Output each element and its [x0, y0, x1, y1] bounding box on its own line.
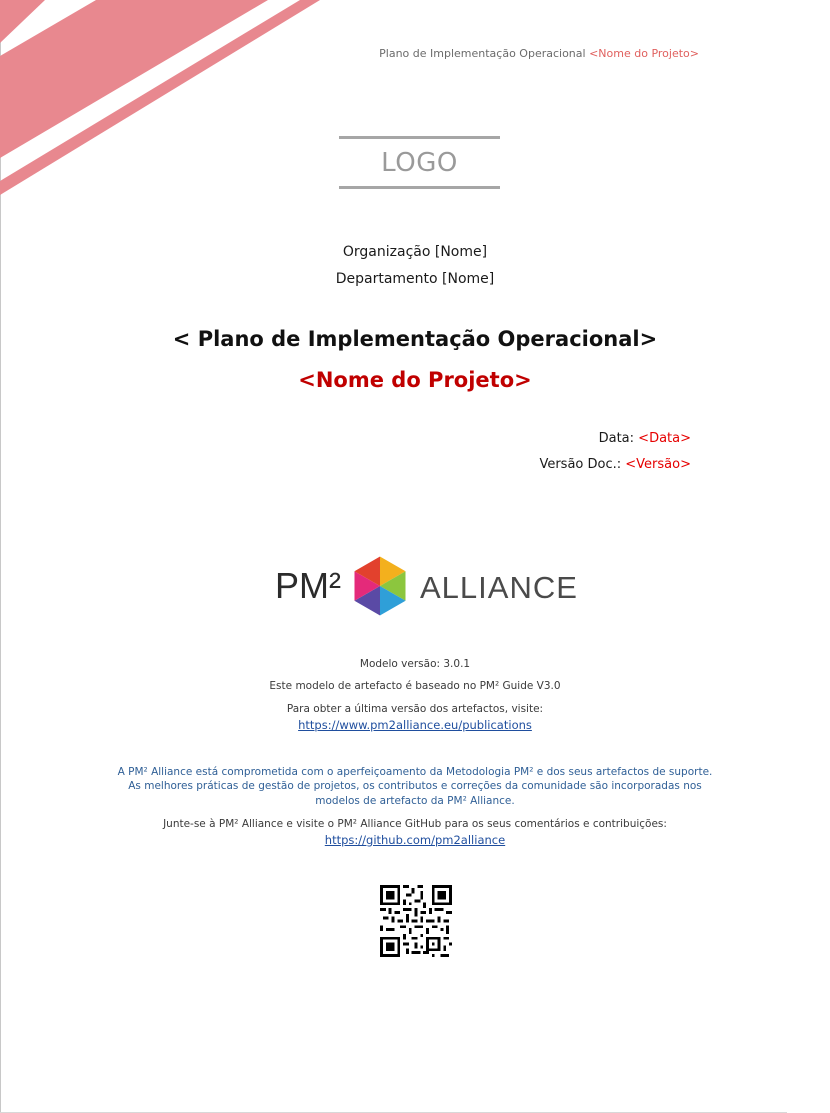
pm2-logo-left-text: PM² — [275, 565, 341, 606]
date-value: <Data> — [638, 431, 691, 446]
logo-placeholder — [339, 136, 500, 189]
publications-link-line — [0, 718, 830, 732]
document-title: < Plano de Implementação Operacional> — [172, 327, 658, 351]
publications-link[interactable]: https://www.pm2alliance.eu/publications — [298, 718, 532, 732]
header-project-name: <Nome do Projeto> — [589, 47, 699, 60]
logo-placeholder-text: LOGO — [381, 147, 458, 178]
pm2-logo-right-text: ALLIANCE — [420, 570, 578, 605]
github-link-line — [0, 833, 830, 847]
join-text: Junte-se à PM² Alliance e visite o PM² Alliance GitHub para os seus comentários e contribuições: — [163, 818, 667, 830]
commitment-line-3: modelos de artefacto da PM² Alliance. — [315, 795, 515, 807]
version-line — [539, 457, 691, 472]
project-name-title: <Nome do Projeto> — [298, 368, 532, 392]
date-line — [599, 431, 691, 446]
based-on-text: Este modelo de artefacto é baseado no PM² Guide V3.0 — [269, 680, 561, 692]
header-doc-type: Plano de Implementação Operacional — [379, 47, 586, 60]
stripe-2 — [0, 0, 268, 158]
corner-stripes-decoration — [0, 0, 330, 200]
organization-name: Organização [Nome] — [342, 244, 488, 260]
commitment-line-2: As melhores práticas de gestão de projetos, os contributos e correções da comunidade são incorporadas nos — [128, 780, 702, 792]
department-name: Departamento [Nome] — [335, 271, 495, 287]
github-link[interactable]: https://github.com/pm2alliance — [324, 833, 506, 847]
model-version: Modelo versão: 3.0.1 — [359, 658, 471, 670]
commitment-line-1: A PM² Alliance está comprometida com o aperfeiçoamento da Metodologia PM² e dos seus artefactos de suporte. — [117, 766, 713, 778]
pm2-alliance-logo — [265, 551, 578, 622]
version-value: <Versão> — [625, 457, 691, 472]
running-header — [379, 47, 699, 60]
latest-version-prompt: Para obter a última versão dos artefactos, visite: — [286, 703, 544, 715]
version-label: Versão Doc.: — [539, 457, 622, 472]
pm2-hexagon-icon — [354, 556, 406, 616]
qr-code-icon — [380, 885, 452, 957]
date-label: Data: — [598, 431, 635, 446]
